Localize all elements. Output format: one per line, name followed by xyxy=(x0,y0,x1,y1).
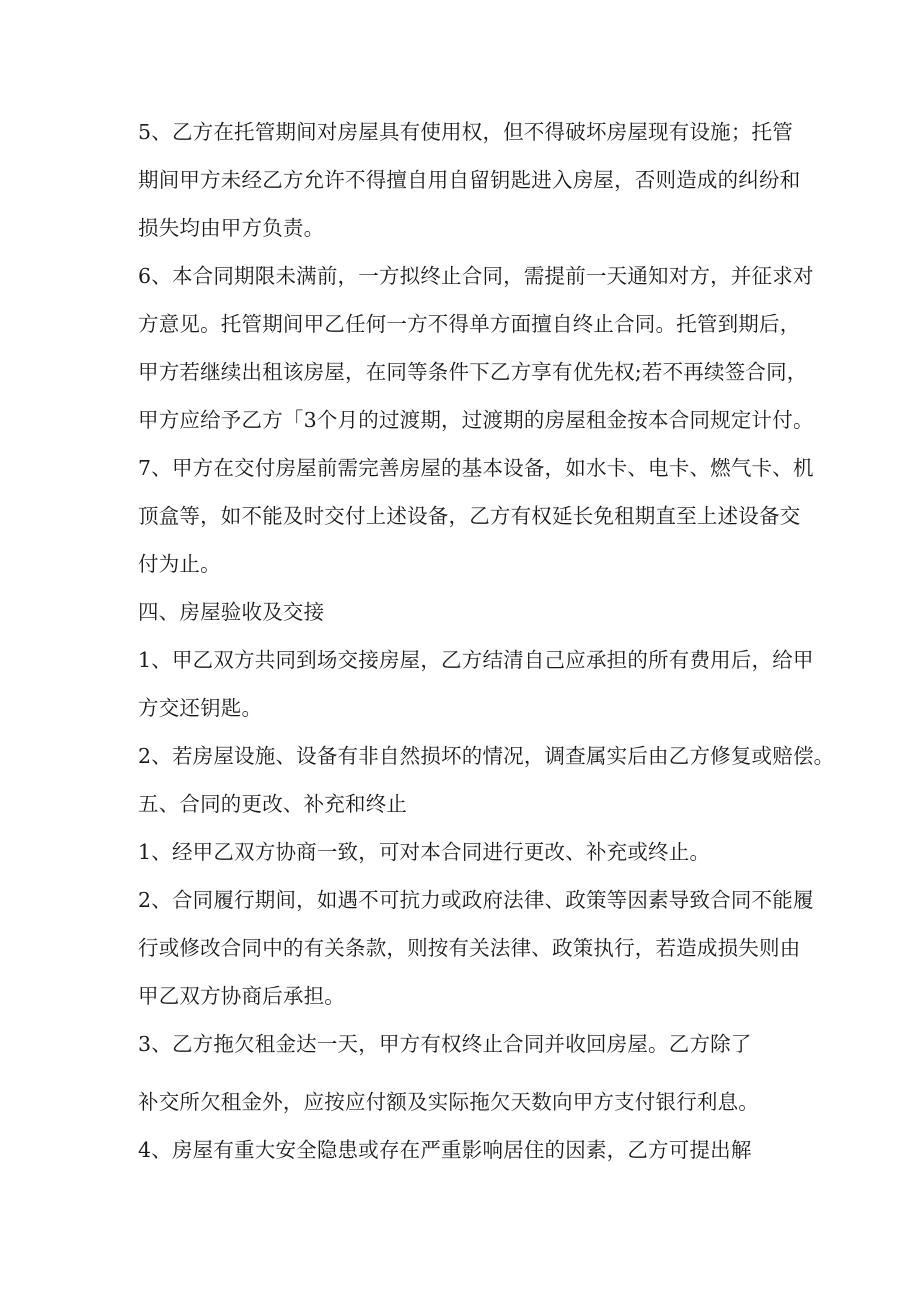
clause-6-line-3: 甲方若继续出租该房屋，在同等条件下乙方享有优先权;若不再续签合同， xyxy=(138,360,808,384)
clause-6-line-1: 6、本合同期限未满前，一方拟终止合同，需提前一天通知对方，并征求对 xyxy=(138,264,814,288)
clause-5-line-2: 期间甲方未经乙方允许不得擅自用自留钥匙进入房屋，否则造成的纠纷和 xyxy=(138,168,801,192)
section-heading-5: 五、合同的更改、补充和终止 xyxy=(138,792,408,816)
section-5-clause-4-line-1: 4、房屋有重大安全隐患或存在严重影响居住的因素，乙方可提出解 xyxy=(138,1138,752,1162)
section-5-clause-2-line-3: 甲乙双方协商后承担。 xyxy=(138,984,345,1008)
section-5-clause-1: 1、经甲乙双方协商一致，可对本合同进行更改、补充或终止。 xyxy=(138,840,711,864)
clause-7-line-2: 顶盒等，如不能及时交付上述设备，乙方有权延长免租期直至上述设备交 xyxy=(138,504,801,528)
section-4-clause-1-line-2: 方交还钥匙。 xyxy=(138,696,263,720)
clause-5-line-3: 损失均由甲方负责。 xyxy=(138,216,325,240)
clause-7-line-1: 7、甲方在交付房屋前需完善房屋的基本设备，如水卡、电卡、燃气卡、机 xyxy=(138,456,814,480)
section-heading-4: 四、房屋验收及交接 xyxy=(138,600,325,624)
clause-6-line-2: 方意见。托管期间甲乙任何一方不得单方面擅自终止合同。托管到期后， xyxy=(138,312,801,336)
section-5-clause-2-line-2: 行或修改合同中的有关条款，则按有关法律、政策执行，若造成损失则由 xyxy=(138,936,801,960)
section-5-clause-3-line-2: 补交所欠租金外，应按应付额及实际拖欠天数向甲方支付银行利息。 xyxy=(138,1090,759,1114)
section-4-clause-1-line-1: 1、甲乙双方共同到场交接房屋，乙方结清自己应承担的所有费用后，给甲 xyxy=(138,648,814,672)
clause-5-line-1: 5、乙方在托管期间对房屋具有使用权，但不得破坏房屋现有设施；托管 xyxy=(138,120,793,144)
clause-6-line-4: 甲方应给予乙方「3个月的过渡期，过渡期的房屋租金按本合同规定计付。 xyxy=(138,408,814,432)
clause-7-line-3: 付为止。 xyxy=(138,552,221,576)
section-5-clause-3-line-1: 3、乙方拖欠租金达一天，甲方有权终止合同并收回房屋。乙方除了 xyxy=(138,1032,752,1056)
section-5-clause-2-line-1: 2、合同履行期间，如遇不可抗力或政府法律、政策等因素导致合同不能履 xyxy=(138,888,814,912)
section-4-clause-2: 2、若房屋设施、设备有非自然损坏的情况，调查属实后由乙方修复或赔偿。 xyxy=(138,744,835,768)
